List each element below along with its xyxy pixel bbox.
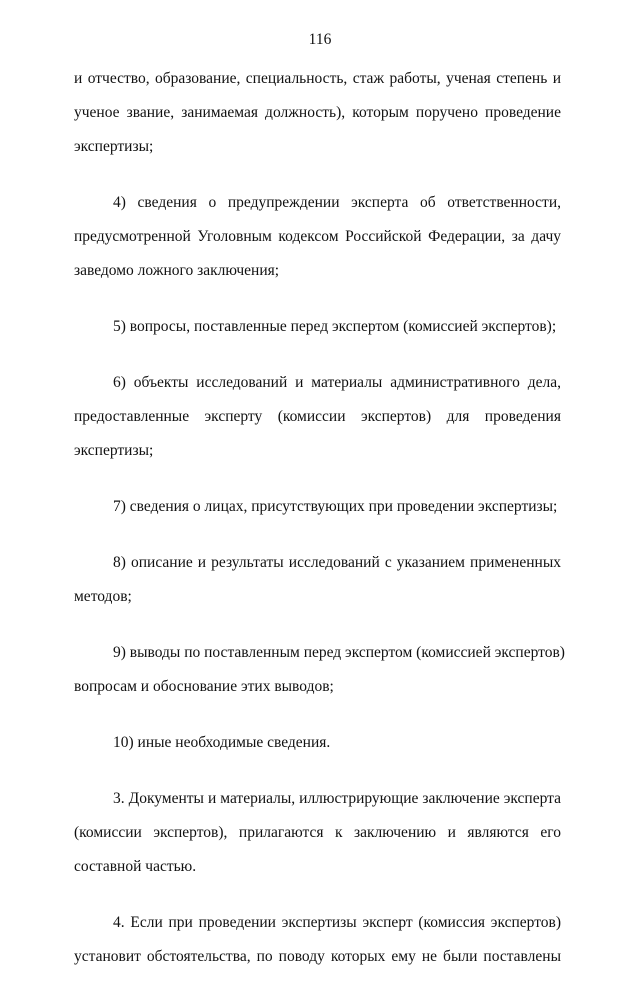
paragraph-item-10: [74, 726, 561, 760]
text-line: заведомо ложного заключения;: [74, 262, 280, 279]
document-body: [74, 62, 565, 996]
text-line: экспертизы;: [74, 138, 154, 155]
paragraph-item-7: [74, 490, 561, 524]
page-number: 116: [308, 31, 332, 48]
text-line: вопросам и обоснование этих выводов;: [74, 678, 334, 695]
text-line: методов;: [74, 588, 132, 605]
text-line: ученое звание, занимаемая должность), которым поручено проведение: [74, 104, 561, 121]
paragraph-name-details: [74, 62, 561, 164]
paragraph-item-8: [74, 546, 561, 614]
paragraph-part-3: [74, 782, 561, 884]
paragraph-item-5: [74, 310, 561, 344]
text-line: 9) выводы по поставленным перед экспертом (комиссией экспертов): [113, 644, 565, 661]
text-line: составной частью.: [74, 858, 197, 875]
paragraph-item-9: [74, 636, 565, 704]
text-line: 4. Если при проведении экспертизы эксперт (комиссия экспертов): [113, 914, 561, 931]
paragraph-part-4: [74, 906, 561, 974]
text-line: 5) вопросы, поставленные перед экспертом (комиссией экспертов);: [113, 318, 557, 335]
text-line: установит обстоятельства, по поводу которых ему не были поставлены: [74, 948, 561, 965]
paragraph-item-6: [74, 366, 561, 468]
text-line: экспертизы;: [74, 442, 154, 459]
text-line: 4) сведения о предупреждении эксперта об ответственности,: [113, 194, 561, 211]
text-line: 6) объекты исследований и материалы административного дела,: [113, 374, 561, 391]
text-line: (комиссии экспертов), прилагаются к заключению и являются его: [74, 824, 561, 841]
text-line: предусмотренной Уголовным кодексом Российской Федерации, за дачу: [74, 228, 561, 245]
paragraph-item-4: [74, 186, 561, 288]
text-line: и отчество, образование, специальность, стаж работы, ученая степень и: [74, 70, 561, 87]
text-line: 8) описание и результаты исследований с указанием примененных: [113, 554, 561, 571]
text-line: 7) сведения о лицах, присутствующих при проведении экспертизы;: [113, 498, 558, 515]
text-line: предоставленные эксперту (комиссии экспертов) для проведения: [74, 408, 561, 425]
text-line: 3. Документы и материалы, иллюстрирующие заключение эксперта: [113, 790, 561, 807]
text-line: 10) иные необходимые сведения.: [113, 734, 331, 751]
